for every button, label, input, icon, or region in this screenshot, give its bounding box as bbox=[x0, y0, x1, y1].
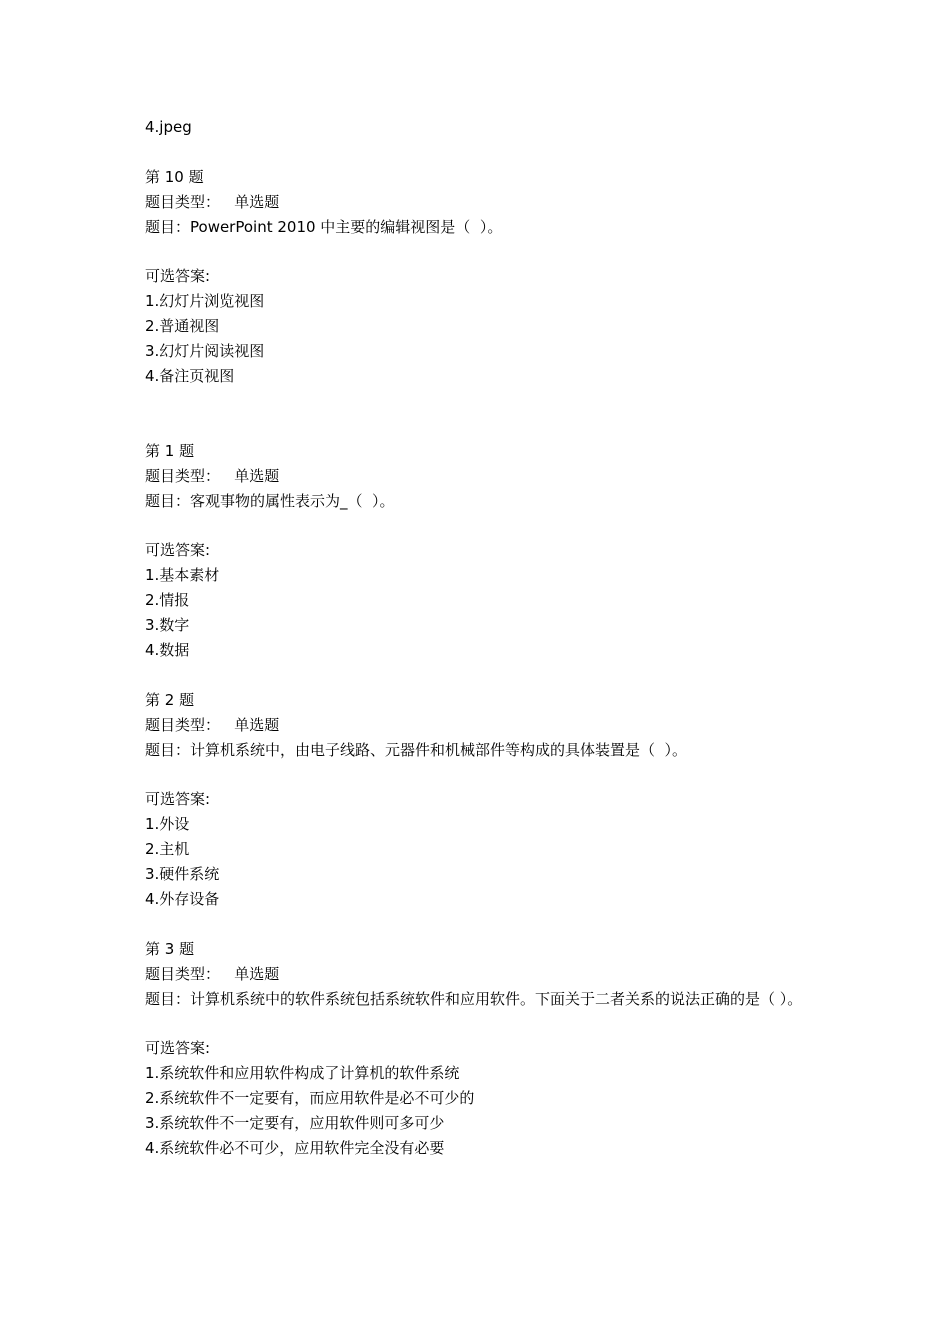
options-label: 可选答案: bbox=[145, 790, 211, 809]
question-block-2 bbox=[145, 688, 825, 912]
question-number: 第 10 题 bbox=[145, 167, 204, 186]
option-item: 1.幻灯片浏览视图 bbox=[145, 292, 265, 311]
option-item: 1.基本素材 bbox=[145, 566, 220, 585]
option-item: 1.系统软件和应用软件构成了计算机的软件系统 bbox=[145, 1064, 460, 1083]
spacer bbox=[145, 240, 825, 265]
option-item: 3.系统软件不一定要有，应用软件则可多可少 bbox=[145, 1114, 445, 1133]
spacer bbox=[145, 912, 825, 937]
option-item: 4.备注页视图 bbox=[145, 367, 235, 386]
spacer bbox=[145, 513, 825, 538]
question-number: 第 1 题 bbox=[145, 441, 195, 460]
document-page bbox=[145, 115, 825, 1161]
question-text: 题目：计算机系统中，由电子线路、元器件和机械部件等构成的具体装置是（ ）。 bbox=[145, 740, 688, 759]
option-item: 3.幻灯片阅读视图 bbox=[145, 342, 265, 361]
question-type: 题目类型： 单选题 bbox=[145, 466, 280, 485]
spacer bbox=[145, 389, 825, 439]
options-label: 可选答案: bbox=[145, 541, 211, 560]
option-item: 1.外设 bbox=[145, 815, 190, 834]
option-item: 2.系统软件不一定要有，而应用软件是必不可少的 bbox=[145, 1089, 475, 1108]
question-block-1 bbox=[145, 439, 825, 663]
spacer bbox=[145, 140, 825, 165]
question-number: 第 3 题 bbox=[145, 939, 195, 958]
question-text: 题目：客观事物的属性表示为_（ ）。 bbox=[145, 491, 395, 510]
option-item: 4.系统软件必不可少，应用软件完全没有必要 bbox=[145, 1139, 445, 1158]
spacer bbox=[145, 1012, 825, 1037]
spacer bbox=[145, 762, 825, 787]
question-block-10 bbox=[145, 165, 825, 389]
option-item: 2.情报 bbox=[145, 591, 190, 610]
question-text: 题目：计算机系统中的软件系统包括系统软件和应用软件。下面关于二者关系的说法正确的是（ ）。 bbox=[145, 989, 803, 1008]
option-item: 2.主机 bbox=[145, 840, 190, 859]
question-block-3 bbox=[145, 937, 825, 1161]
options-label: 可选答案: bbox=[145, 1039, 211, 1058]
option-item: 2.普通视图 bbox=[145, 317, 220, 336]
question-text: 题目：PowerPoint 2010 中主要的编辑视图是（ ）。 bbox=[145, 217, 503, 236]
spacer bbox=[145, 663, 825, 688]
question-type: 题目类型： 单选题 bbox=[145, 715, 280, 734]
question-type: 题目类型： 单选题 bbox=[145, 964, 280, 983]
leading-attachment-line: 4.jpeg bbox=[145, 118, 192, 136]
options-label: 可选答案: bbox=[145, 267, 211, 286]
option-item: 4.数据 bbox=[145, 640, 190, 659]
question-type: 题目类型： 单选题 bbox=[145, 192, 280, 211]
question-number: 第 2 题 bbox=[145, 690, 195, 709]
option-item: 3.硬件系统 bbox=[145, 865, 220, 884]
option-item: 4.外存设备 bbox=[145, 890, 220, 908]
option-item: 3.数字 bbox=[145, 616, 190, 635]
